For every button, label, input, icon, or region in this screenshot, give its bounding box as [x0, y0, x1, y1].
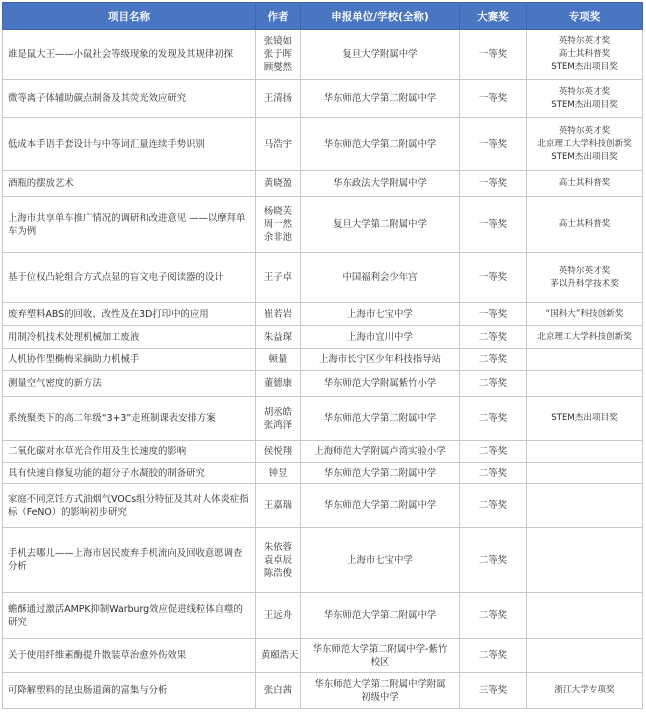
table-row: [3, 673, 643, 709]
author: 胡丞皓: [263, 406, 293, 418]
prize: 一等奖: [460, 171, 527, 197]
school: [301, 303, 460, 326]
special-prize: 英特尔英才奖: [558, 125, 611, 136]
authors: [256, 30, 301, 80]
prize: 三等奖: [460, 673, 527, 709]
school-line: 华东师范大学第二附属中学: [323, 467, 437, 479]
school-line: 中国福利会少年宫: [342, 272, 418, 283]
prize: 一等奖: [460, 80, 527, 118]
school-line: 华东师范大学第二附属中学: [323, 138, 437, 150]
school: [301, 593, 460, 639]
author: 张镜如: [263, 36, 293, 47]
author: 崔若岩: [263, 308, 293, 320]
table-row: [3, 253, 643, 303]
author: 陈浩俊: [263, 567, 293, 579]
special-prizes: [527, 197, 643, 253]
project-name: 手机去哪儿——上海市居民废弃手机流向及回收意愿调查分析: [3, 528, 256, 593]
special-prizes: [527, 441, 643, 463]
table-row: [3, 484, 643, 528]
author: 顿量: [268, 354, 288, 365]
authors: [256, 371, 301, 397]
prize: 二等奖: [460, 326, 527, 349]
prize: 二等奖: [460, 528, 527, 593]
prize: 一等奖: [460, 253, 527, 303]
special-prizes: [527, 397, 643, 441]
authors: [256, 528, 301, 593]
author: 张白茜: [263, 685, 293, 696]
prize: 二等奖: [460, 441, 527, 463]
school-line: 华东师范大学第二附属中学: [323, 610, 437, 621]
prize: 二等奖: [460, 639, 527, 673]
project-name: 具有快速自修复功能的超分子水凝胶的制备研究: [3, 463, 256, 484]
author: 顾燮然: [263, 62, 293, 73]
special-prizes: [527, 528, 643, 593]
school-line: 上海市宜川中学: [347, 331, 413, 343]
project-name: 二氧化碳对水草光合作用及生长速度的影响: [3, 441, 256, 463]
special-prize: 茅以升科学技术奖: [550, 278, 619, 289]
school: [301, 197, 460, 253]
table-row: [3, 593, 643, 639]
school-line: 上海市长宁区少年科技指导站: [319, 354, 441, 365]
special-prize: STEM杰出项目奖: [551, 99, 618, 110]
school: [301, 673, 460, 709]
authors: [256, 171, 301, 197]
special-prizes: [527, 326, 643, 349]
school: [301, 118, 460, 171]
school-line: 华东师范大学附属紫竹小学: [323, 378, 437, 389]
school-line: 华东政法大学附属中学: [333, 178, 427, 189]
special-prize: 北京理工大学科技创新奖: [537, 331, 632, 342]
prize: 二等奖: [460, 593, 527, 639]
prize: 一等奖: [460, 197, 527, 253]
special-prize: STEM杰出项目奖: [551, 62, 618, 72]
special-prize: 高士其科普奖: [558, 49, 611, 59]
school: [301, 349, 460, 371]
special-prize: 英特尔英才奖: [558, 265, 611, 276]
school: [301, 639, 460, 673]
prize: 二等奖: [460, 371, 527, 397]
special-prizes: [527, 371, 643, 397]
authors: [256, 639, 301, 673]
special-prizes: [527, 484, 643, 528]
special-prize: 北京理工大学科技创新奖: [537, 138, 632, 149]
prize: 一等奖: [460, 118, 527, 171]
prize: 二等奖: [460, 463, 527, 484]
school-line: 华东师范大学第二附属中学: [323, 500, 437, 511]
special-prize: 高士其科普奖: [558, 219, 611, 229]
school: [301, 253, 460, 303]
author: 周一然: [263, 219, 293, 230]
project-name: 人机协作型椭梅采摘助力机械手: [3, 349, 256, 371]
author: 董德康: [263, 378, 293, 389]
school-line: 上海师范大学附属卢湾实验小学: [314, 446, 446, 457]
project-name: 基于位权凸轮组合方式点显的盲文电子阅读器的设计: [3, 253, 256, 303]
special-prizes: [527, 171, 643, 197]
awards-table: [2, 2, 643, 709]
school: [301, 528, 460, 593]
table-row: [3, 349, 643, 371]
author: 张鸿泽: [263, 419, 293, 431]
table-row: [3, 80, 643, 118]
table-row: [3, 326, 643, 349]
special-prizes: [527, 118, 643, 171]
special-prizes: [527, 673, 643, 709]
authors: [256, 253, 301, 303]
special-prizes: [527, 253, 643, 303]
table-row: [3, 639, 643, 673]
project-name: 用制冷机技术处理机械加工废液: [3, 326, 256, 349]
school-line: 复旦大学第二附属中学: [333, 219, 427, 230]
school: [301, 171, 460, 197]
authors: [256, 397, 301, 441]
author: 王远舟: [263, 610, 293, 621]
table-row: [3, 171, 643, 197]
school-line: 华东师范大学第二附属中学附属: [314, 678, 446, 690]
special-prize: “国科大”科技创新奖: [545, 308, 624, 319]
special-prize: STEM杰出项目奖: [551, 413, 618, 423]
author: 黄頤浩天: [261, 650, 299, 661]
authors: [256, 593, 301, 639]
school-line: 上海市七宝中学: [347, 308, 413, 320]
special-prizes: [527, 303, 643, 326]
project-name: 关于使用纤维素酶提升散装草治愈外伤效果: [3, 639, 256, 673]
special-prize: STEM杰出项目奖: [551, 151, 618, 162]
school-line: 华东师范大学第二附属中学: [323, 93, 437, 104]
authors: [256, 118, 301, 171]
school: [301, 463, 460, 484]
authors: [256, 673, 301, 709]
table-row: [3, 118, 643, 171]
table-row: [3, 371, 643, 397]
author: 朱益琛: [263, 331, 293, 343]
author: 侯悦翔: [263, 446, 293, 457]
table-row: [3, 441, 643, 463]
school: [301, 371, 460, 397]
authors: [256, 349, 301, 371]
special-prizes: [527, 463, 643, 484]
prize: 一等奖: [460, 303, 527, 326]
author: 钟昱: [268, 467, 288, 479]
author: 朱依蓉: [263, 541, 293, 553]
project-name: 废弃塑料ABS的回收、改性及在3D打印中的应用: [3, 303, 256, 326]
authors: [256, 441, 301, 463]
author: 张于晖: [263, 49, 293, 60]
author: 余非池: [263, 232, 293, 243]
author: 杨晓芙: [263, 206, 293, 217]
authors: [256, 197, 301, 253]
authors: [256, 484, 301, 528]
project-name: 可降解塑料的昆虫肠道菌的富集与分析: [3, 673, 256, 709]
special-prizes: [527, 639, 643, 673]
project-name: 低成本手语手套设计与中等词汇量连续手势识别: [3, 118, 256, 171]
special-prizes: [527, 593, 643, 639]
special-prize: 英特尔英才奖: [558, 36, 611, 46]
authors: [256, 326, 301, 349]
project-name: 谁是鼠大王——小鼠社会等级现象的发现及其规律初探: [3, 30, 256, 80]
table-row: [3, 30, 643, 80]
school: [301, 326, 460, 349]
author: 袁卓辰: [263, 554, 293, 566]
author: 王嘉瑞: [263, 500, 293, 511]
table-row: [3, 463, 643, 484]
project-name: 家庭不同烹饪方式油烟气VOCs组分特征及其对人体炎症指标（FeNO）的影响初步研究: [3, 484, 256, 528]
authors: [256, 463, 301, 484]
table-row: [3, 197, 643, 253]
header-project-name: 项目名称: [3, 3, 256, 30]
school-line: 华东师范大学第二附属中学: [323, 413, 437, 424]
special-prizes: [527, 349, 643, 371]
header-special-prize: 专项奖: [527, 3, 643, 30]
school: [301, 30, 460, 80]
special-prizes: [527, 80, 643, 118]
authors: [256, 80, 301, 118]
header-authors: 作者: [256, 3, 301, 30]
author: 马浩宇: [263, 138, 293, 150]
table-row: [3, 303, 643, 326]
project-name: 蟾酥通过激活AMPK抑制Warburg效应促进线粒体自噬的研究: [3, 593, 256, 639]
authors: [256, 303, 301, 326]
project-name: 酒瓶的摆放艺术: [3, 171, 256, 197]
project-name: 上海市共享单车推广情况的调研和改进意见 ——以摩拜单车为例: [3, 197, 256, 253]
school: [301, 80, 460, 118]
prize: 二等奖: [460, 484, 527, 528]
school-line: 初级中学: [361, 691, 399, 703]
project-name: 微等离子体辅助碳点制备及其荧光效应研究: [3, 80, 256, 118]
header-row: [3, 3, 643, 30]
school-line: 华东师范大学第二附属中学-紫竹: [312, 643, 448, 655]
project-name: 系统聚类下的高二年级“3+3”走班制课表安排方案: [3, 397, 256, 441]
author: 王清扬: [263, 93, 293, 104]
header-school: 申报单位/学校(全称): [301, 3, 460, 30]
project-name: 测量空气密度的新方法: [3, 371, 256, 397]
school-line: 复旦大学附属中学: [342, 49, 418, 60]
school: [301, 397, 460, 441]
special-prize: 高士其科普奖: [558, 178, 611, 188]
table-row: [3, 528, 643, 593]
school: [301, 484, 460, 528]
author: 黄晓盈: [263, 178, 293, 189]
special-prizes: [527, 30, 643, 80]
school-line: 校区: [370, 656, 390, 668]
prize: 一等奖: [460, 30, 527, 80]
prize: 二等奖: [460, 397, 527, 441]
school-line: 上海市七宝中学: [347, 554, 413, 566]
special-prize: 英特尔英才奖: [558, 86, 611, 97]
header-prize: 大赛奖: [460, 3, 527, 30]
prize: 二等奖: [460, 349, 527, 371]
special-prize: 浙江大学专项奖: [554, 685, 615, 695]
author: 王子卓: [263, 272, 293, 283]
school: [301, 441, 460, 463]
table-row: [3, 397, 643, 441]
